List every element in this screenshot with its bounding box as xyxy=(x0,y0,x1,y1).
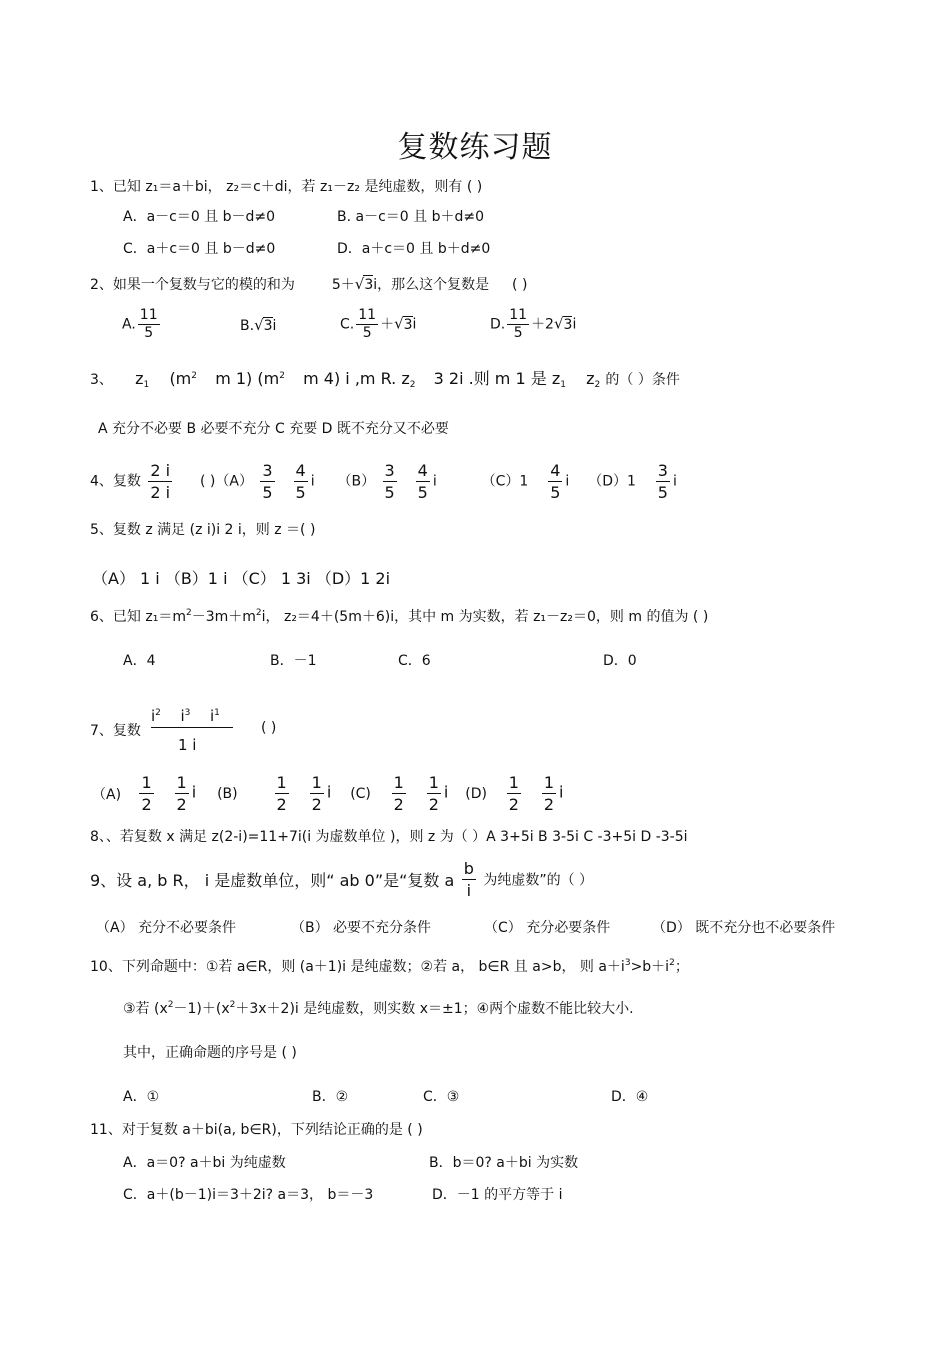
q1-option-b: B. a－c＝0 且 b＋d≠0 xyxy=(337,209,484,225)
q9-stem: 9、设 a, b R， i 是虚数单位，则“ ab 0”是“复数 a $\frac{b}{i}$ 为纯虚数”的（ ） xyxy=(90,859,594,900)
q7-label: 7、复数 xyxy=(90,723,141,739)
q8-stem: 8、、若复数 x 满足 z(2-i)=11+7i(i 为虚数单位 )，则 z 为（ ）A 3+5i B 3-5i C -3+5i D -3-5i xyxy=(90,829,688,845)
q1-option-c: C．a＋c＝0 且 b－d≠0 xyxy=(123,241,276,257)
q1-option-d: D．a＋c＝0 且 b＋d≠0 xyxy=(337,241,491,257)
q2-option-d: D. $\frac{11}{5}$ ＋2√3i xyxy=(490,307,577,341)
q9-option-b: （B） 必要不充分条件 xyxy=(291,920,432,936)
q11-option-d: D．－1 的平方等于 i xyxy=(432,1187,563,1203)
q10-line3: 其中，正确命题的序号是 ( ) xyxy=(123,1045,297,1061)
q10-option-c: C．③ xyxy=(423,1089,460,1105)
q2-stem-text: 2、如果一个复数与它的模的和为 xyxy=(90,277,295,293)
q2-option-a: A. $\frac{11}{5}$ xyxy=(122,307,158,341)
q5-stem: 5、复数 z 满足 (z i)i 2 i，则 z ＝( ) xyxy=(90,522,316,538)
q10-line2: ③若 $(x^2-1)+(x^2+3x+2)i$ 是纯虚数，则实数 x＝±1；④两个虚数不能比较大小. xyxy=(123,1000,634,1017)
q7-denominator: 1 i xyxy=(178,736,197,754)
q9-option-c: （C） 充分必要条件 xyxy=(484,920,611,936)
q6-option-b: B．－1 xyxy=(270,653,317,669)
q10-option-b: B．② xyxy=(312,1089,349,1105)
q7-paren: ( ) xyxy=(261,720,277,736)
q4-row: 4、复数 $\frac{2 i}{2 i}$ ( )（A） $\frac{3}{5}$ $\frac{4}{5}$ i （B） $\frac{3}{5}$ $\frac{4}{5}$ i （C）1 $\frac{4}{5}$ i （D）1 $\frac{3}{5}$ i xyxy=(90,461,677,502)
q6-stem: 6、已知 $z_1=m^2-3m+m^2i$， z₂＝4＋(5m＋6)i，其中 m 为实数，若 z₁－z₂＝0，则 m 的值为 ( ) xyxy=(90,608,709,625)
q5-options: （A） 1 i （B）1 i （C） 1 3i （D）1 2i xyxy=(92,569,391,588)
q9-option-a: （A） 充分不必要条件 xyxy=(96,920,237,936)
q2-stem-tail: i，那么这个复数是 xyxy=(373,277,490,293)
q11-stem: 11、对于复数 a＋bi(a, b∈R)，下列结论正确的是 ( ) xyxy=(90,1122,423,1138)
q2-option-b: B.√3i xyxy=(240,316,277,334)
q11-option-c: C．a＋(b－1)i＝3＋2i? a＝3， b＝－3 xyxy=(123,1187,374,1203)
q11-option-a: A．a＝0? a＋bi 为纯虚数 xyxy=(123,1155,286,1171)
q7-options: （A) $\frac{1}{2}$ $\frac{1}{2}$ i (B) $\frac{1}{2}$ $\frac{1}{2}$ i (C) $\frac{1}{2}$ $\frac{1}{2}$ i (D) $\frac{1}{2}$ $\frac{1}{2}$ i xyxy=(92,773,564,814)
q2-stem-paren: ( ) xyxy=(512,277,528,293)
q7-numerator: $i^2$ $i^3$ $i^1$ xyxy=(151,705,233,728)
q11-option-b: B．b＝0? a＋bi 为实数 xyxy=(429,1155,579,1171)
q1-option-a: A．a－c＝0 且 b－d≠0 xyxy=(123,209,276,225)
q10-option-a: A．① xyxy=(123,1089,160,1105)
q6-option-a: A．4 xyxy=(123,653,156,669)
q6-option-c: C．6 xyxy=(398,653,431,669)
q2-stem: 2、如果一个复数与它的模的和为 5＋√3i，那么这个复数是 ( ) xyxy=(90,275,528,293)
q2-stem-radicand: 3 xyxy=(364,277,374,293)
q6-option-d: D．0 xyxy=(603,653,637,669)
q2-option-c: C. $\frac{11}{5}$ ＋√3i xyxy=(340,307,417,341)
q3-options: A 充分不必要 B 必要不充分 C 充要 D 既不充分又不必要 xyxy=(98,421,449,437)
q9-option-d: （D） 既不充分也不必要条件 xyxy=(652,920,836,936)
q3-stem: 3、 $z_1$ ($m^2$ m 1) ($m^2$ m 4) i ,m R. $z_2$ 3 2i .则 m 1 是 $z_1$ $z_2$ 的（ ）条件 xyxy=(90,369,680,390)
q10-stem: 10、下列命题中：①若 a∈R，则 (a＋1)i 是纯虚数；②若 a， b∈R 且 a>b， 则 $a+i^3>b+i^2$； xyxy=(90,958,689,975)
q2-stem-value: 5＋ xyxy=(331,277,355,293)
q10-option-d: D．④ xyxy=(611,1089,649,1105)
q1-stem: 1、已知 z₁＝a＋bi， z₂＝c＋di，若 z₁－z₂ 是纯虚数，则有 ( ) xyxy=(90,179,483,195)
page-title: 复数练习题 xyxy=(397,130,553,165)
